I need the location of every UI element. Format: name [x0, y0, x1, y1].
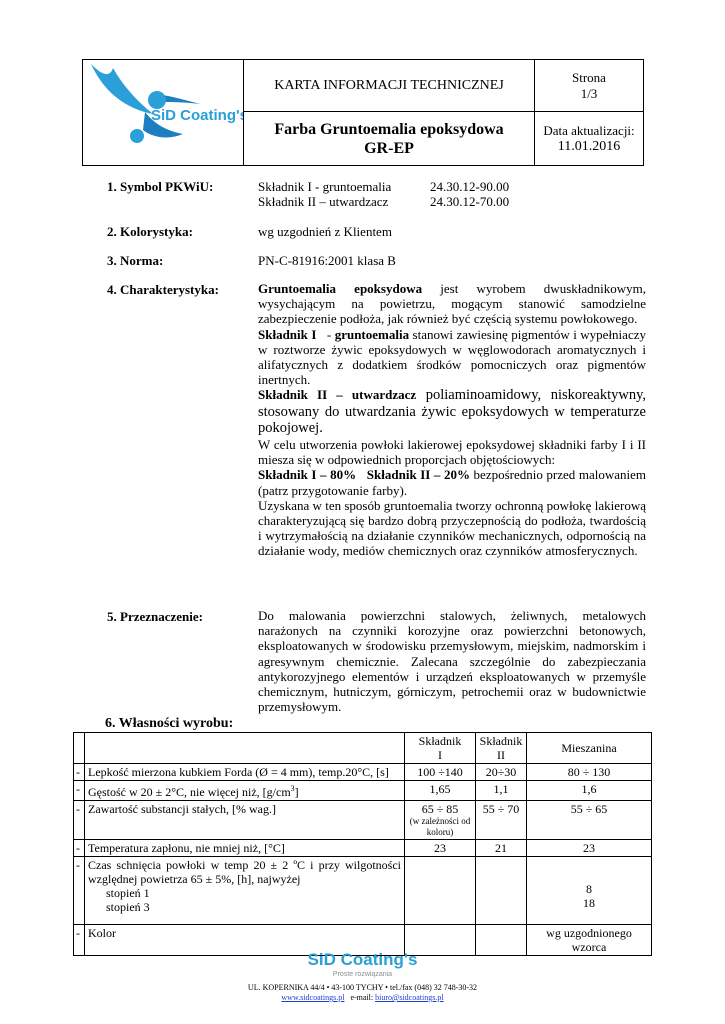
update-label: Data aktualizacji:: [543, 122, 635, 138]
product-title: Farba Gruntoemalia epoksydowa GR-EP: [244, 112, 535, 166]
update-cell: [535, 112, 644, 166]
table-row: - Czas schnięcia powłoki w temp 20 ± 2 ºC i przy wilgotności względnej powietrza 65 ± 5%, [h], najwyżej stopień 1 stopień 3 8 18: [74, 857, 652, 925]
section-5-label: 5. Przeznaczenie:: [107, 609, 204, 624]
footer-brand: SiD Coating's: [307, 950, 418, 969]
section-2-value: wg uzgodnień z Klientem: [258, 224, 392, 239]
table-row: - Gęstość w 20 ± 2°C, nie więcej niż, $[g/cm^3]$ 1,65 1,1 1,6: [74, 781, 652, 801]
section-4-text: [258, 281, 646, 559]
email-label: e-mail:: [350, 993, 374, 1002]
char-paragraph-6: Uzyskana w ten sposób gruntoemalia tworzy ochronną powłokę lakierową charakteryzującą się bardzo dobrą przyczepnością do podłoża, twardością i wytrzymałością na działanie czynników mechanicznych, odpornością na działanie wody, mediów chemicznych oraz czynników atmosferycznych.: [258, 497, 646, 559]
char-paragraph-2: Składnik I - gruntoemalia stanowi zawiesinę pigmentów i wypełniaczy w roztworze żywic epoksydowych w węglowodorach aromatycznych i alifatycznych z dodatkiem środków pomocniczych oraz pigmentów inertnych.: [258, 326, 646, 388]
table-row: - Temperatura zapłonu, nie mniej niż, [°C] 23 21 23: [74, 840, 652, 857]
logo-text: SiD Coating's: [151, 107, 243, 124]
table-row: - Zawartość substancji stałych, [% wag.] 65 ÷ 85 (w zależności od koloru) 55 ÷ 70 55 ÷ 65: [74, 801, 652, 840]
footer-contacts: [0, 993, 725, 1002]
section-2-label: 2. Kolorystyka:: [107, 224, 193, 239]
table-header-row: [74, 733, 652, 764]
char-paragraph-3: Składnik II – utwardzacz poliaminoamidowy, niskoreaktywny, stosowany do utwardzania żywic epoksydowych w temperaturze pokojowej.: [258, 387, 646, 437]
section-6-label: 6. Własności wyrobu:: [105, 716, 234, 731]
properties-table: [73, 732, 652, 956]
section-3-value: PN-C-81916:2001 klasa B: [258, 253, 396, 268]
section-3-label: 3. Norma:: [107, 253, 164, 268]
page-cell: [535, 60, 644, 112]
table-row: - Kolor wg uzgodnionego wzorca: [74, 925, 652, 956]
table-row: - Lepkość mierzona kubkiem Forda (Ø = 4 mm), temp.20°C, [s] 100 ÷140 20÷30 80 ÷ 130: [74, 764, 652, 781]
header-table: [82, 59, 644, 166]
header-mixture: Mieszanina: [527, 733, 652, 764]
pkwiu-row-1-name: Składnik I - gruntoemalia: [258, 179, 392, 194]
logo-cell: [83, 60, 244, 166]
footer-address: UL. KOPERNIKA 44/4 • 43-100 TYCHY • tel./fax (048) 32 748-30-32: [247, 983, 478, 992]
page-value: 1/3: [580, 85, 598, 101]
pkwiu-row-2-name: Składnik II – utwardzacz: [258, 194, 389, 209]
website-link[interactable]: www.sidcoatings.pl: [281, 993, 345, 1002]
char-paragraph-1: Gruntoemalia epoksydowa jest wyrobem dwuskładnikowym, wysychającym na powietrzu, mogącym stanowić samodzielne zabezpieczenie podłoża, jak również być częścią systemu powłokowego.: [258, 281, 646, 327]
section-5-text: Do malowania powierzchni stalowych, żeliwnych, metalowych narażonych na czynniki korozyjne oraz powierzchni betonowych, eksploatowanych w środowisku przemysłowym, miejskim, nadmorskim i agresywnym chemicznie. Zalecana szczególnie do zabezpieczania antykorozyjnego elementów i urządzeń eksploatowanych w przemyśle chemicznym, hutniczym, górniczym, petrochemii oraz w budownictwie przemysłowym.: [258, 608, 646, 715]
section-4-label: 4. Charakterystyka:: [107, 282, 219, 297]
header-component-1: Składnik I: [405, 733, 476, 764]
char-paragraph-5: Składnik I – 80% Składnik II – 20% bezpośrednio przed malowaniem (patrz przygotowanie farby).: [258, 467, 646, 498]
pkwiu-row-1-code: 24.30.12-90.00: [430, 179, 510, 194]
doc-type: KARTA INFORMACJI TECHNICZNEJ: [244, 60, 535, 112]
footer-logo: [0, 950, 725, 979]
update-value: 11.01.2016: [557, 138, 621, 154]
company-logo: [83, 60, 243, 160]
logo-dot-icon: [130, 129, 144, 143]
header-component-2: Składnik II: [476, 733, 527, 764]
page-label: Strona: [572, 69, 606, 85]
char-paragraph-4: W celu utworzenia powłoki lakierowej epoksydowej składniki farby I i II miesza się w odpowiednich proporcjach objętościowych:: [258, 436, 646, 468]
email-link[interactable]: biuro@sidcoatings.pl: [375, 993, 444, 1002]
footer-tagline: Proste rozwiązania: [332, 971, 393, 978]
pkwiu-row-2-code: 24.30.12-70.00: [430, 194, 510, 209]
bird-wing-icon: [91, 64, 153, 114]
section-1-label: 1. Symbol PKWiU:: [107, 179, 214, 194]
